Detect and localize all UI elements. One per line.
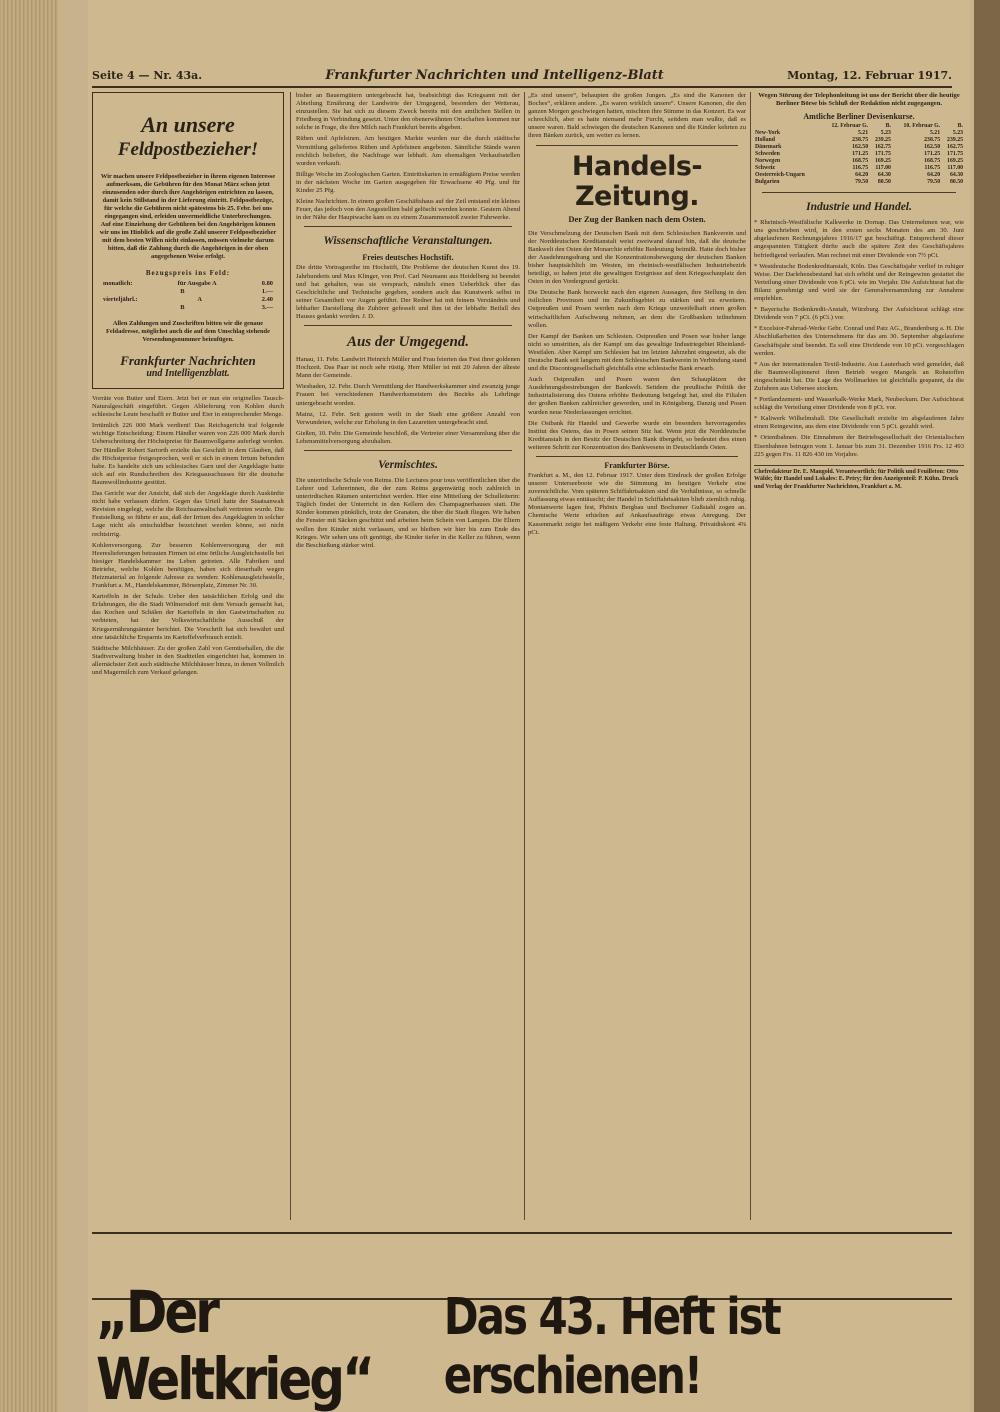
article-paragraph: * Westdeutsche Bodenkreditanstalt, Köln. Das Geschäftsjahr verlief in ruhiger Weise. Der Darlehensbestand hat sich erhöht und der Reingewinn gestattet die Verteilung einer Dividende von 6 pCt. wie im Vorjahr. Die Aufsichtsrat hat die Bilanz genehmigt und wird sie der Generalversammlung zur Annahme empfehlen.	[754, 262, 964, 303]
divider	[762, 192, 956, 193]
notice-signature-2: und Intelligenzblatt.	[146, 368, 230, 379]
article-heading: Der Zug der Banken nach dem Osten.	[568, 213, 706, 224]
table-row: Bulgarien 79.50 80.50 79.50 80.50	[755, 179, 963, 186]
article-paragraph: * Aus der internationalen Textil-Industrie. Aus Lauterbach wird gemeldet, daß die Baumwollspinnerei ihren Betrieb wegen Mangels an Rohstoffen eingeschränkt hat. Die Lage des Wollmarktes ist gleichfalls gespannt, da die Zufuhren aus Uebersee stocken.	[754, 360, 964, 392]
article-paragraph: Frankfurt a. M., den 12. Februar 1917. Unter dem Eindruck der großen Erfolge unserer Unterseeboote wie die Stimmung im heutigen Verkehr eine zuversichtliche. Vom späteren Schiffahrtsaktien sind die Verhältnisse, so schnelle Auffassung etwas enttäuscht; der Handel in Schiffahrtsaktien blieb ziemlich ruhig. Montanwerte lagen fest, Phönix Bergbau und Bochumer Gußstahl zogen an. Chemische Werte erhielten auf Ankaufsaufträge etwas Anregung. Der Kassenmarkt zeigte bei mäßigem Verkehr eine feste Haltung. Privatdiskont 4⅝ pCt.	[528, 472, 746, 536]
article-paragraph: Die Deutsche Bank bezweckt nach den eigenen Aussagen, ihre Stellung in den östlichen Provinzen und im Zukunftsgebiet zu stärken und zu erweitern. Ostpreußen und Posen werden nach dem Kriege unzweifelhaft einen großen wirtschaftlichen Aufschwung nehmen, an dem die Großbanken teilnehmen wollen.	[528, 289, 746, 329]
issue-date: Montag, 12. Februar 1917.	[787, 68, 952, 82]
divider	[304, 226, 512, 227]
price-row: vierteljährl.: A 2.40	[103, 296, 273, 303]
notice-text: Wir machen unsere Feldpostbezieher in ihrem eigenen Interesse aufmerksam, die Gebühren für den Monat März schon jetzt einzusenden oder durch ihre Angehörigen entrichten zu lassen, damit kein Stillstand in der Lieferung eintritt. Feldpostbezüge, für welche die Gebühren nicht spätestens bis 25. Febr. bei uns eingegangen sind, erleiden unvermeidliche Unterbrechungen. Auf eine Einziehung der Gebühren bei den Angehörigen können wir uns im Hinblick auf die große Zahl unserer Feldpostbezieher mit dem besten Willen nicht einlassen, müssen vielmehr darum bitten, daß die Zahlung durch die Angehörigen in der oben angegebenen Weise erfolgt.	[99, 173, 277, 260]
column-2	[296, 92, 520, 1220]
page-number: Seite 4 — Nr. 43a.	[92, 68, 203, 82]
price-row: B 1.—	[180, 288, 273, 295]
article-paragraph: Gießen, 10. Febr. Die Gemeinde beschloß, die Vertreter einer Versammlung über die Lebensmittelversorgung abzuhalten.	[296, 429, 520, 445]
notice-signature: Frankfurter Nachrichten	[120, 353, 256, 368]
divider	[536, 456, 738, 457]
section-heading: Industrie und Handel.	[806, 201, 912, 214]
article-paragraph: * Excelsior-Fahrrad-Werke Gebr. Conrad und Patz AG., Brandenburg a. H. Die Abschlußarbeiten des Unternehmens für das am 30. September abgelaufene Geschäftsjahr sind beendet. Es soll eine Dividende von 10 pCt. vorgeschlagen werden.	[754, 325, 964, 357]
price-row: monatlich: für Ausgabe A 0.80	[103, 280, 273, 287]
column-rule	[290, 92, 291, 1220]
article-paragraph: bisher an Bauerngütern untergebracht hat, beabsichtigt das Kriegsamt mit der Abteilung Ernährung der Landwirte der Umgegend, besonders der Wetterau, einzustellen. Sie hat sich zu diesem Zweck bereits mit den amtlichen Stellen in Friedberg in Verbindung gesetzt. Unter den obenerwähnten Ortschaften kommen nur solche in Frage, die ihre Milch nach Frankfurt bereits abgeben.	[296, 92, 520, 132]
article-paragraph: * Kaliwerk Wilhelmshall. Die Gesellschaft erzielte im abgelaufenen Jahre einen Reingewinn, aus dem eine Dividende von 5 pCt. gezahlt wird.	[754, 415, 964, 431]
column-rule	[524, 92, 525, 1220]
subscriber-notice-box	[92, 92, 284, 389]
table-header-row: 12. Februar G. B. 10. Februar G. B.	[831, 123, 963, 130]
book-binding	[0, 0, 58, 1412]
subsection-heading: Freies deutsches Hochstift.	[362, 253, 454, 263]
table-row: New-York 5.21 5.23 5.21 5.23	[755, 130, 963, 137]
article-paragraph: Die Ostbank für Handel und Gewerbe wurde ein besonders hervorragendes Institut des Ostens, das in Posen seinen Sitz hat. Wenn jetzt die Norddeutsche Kreditanstalt in den Besitz der Deutschen Bank übergeht, so bedeutet dies einen weiteren Schritt zur Konzentration des Bankwesens in Deutschlands Osten.	[528, 419, 746, 451]
divider	[304, 450, 512, 451]
article-paragraph: Vorräte von Butter und Eiern. Jetzt bei er nun ein originelles Tausch-Naturalgeschäft eingeführt. Gegen Ablieferung von Kohlen durch schlesische Leute beschafft er Butter und Eier in entsprechender Menge.	[92, 395, 284, 419]
banner-title: „Der Weltkrieg“	[96, 1279, 372, 1412]
article-paragraph: * Portlandzement- und Wasserkalk-Werke Mark, Neubeckum. Der Aufsichtsrat schlägt die Verteilung einer Dividende von 8 pCt. vor.	[754, 396, 964, 412]
section-heading: Wissenschaftliche Veranstaltungen.	[323, 235, 493, 248]
page-edge	[974, 0, 1000, 1412]
notice-text: Wegen Störung der Telephonleitung ist uns der Bericht über die heutige Berliner Börse bis Schluß der Redaktion nicht zugegangen.	[758, 92, 960, 108]
banner-text: Das 43. Heft ist erschienen!	[443, 1287, 780, 1405]
article-paragraph: Rüben und Apfelsinen. Am heutigen Markte wurden nur die durch städtische Vermittlung geliefertes Rüben und Apfelsinen angeboten. Sämtliche Stände waren reichlich beliefert, die Nachfrage war lebhaft. Am ehemaligen Verkaufsstellen wurden verkauft.	[296, 135, 520, 167]
article-heading: Frankfurter Börse.	[604, 461, 670, 470]
table-row: Dänemark 162.50 162.75 162.50 162.75	[755, 144, 963, 151]
article-paragraph: * Rheinisch-Westfälische Kalkwerke in Dornap. Das Unternehmen war, wie uns geschrieben wird, in den ersten sechs Monaten des am 30. Juni abgelaufenen Rechnungsjahres 1916/17 gut beschäftigt. Entsprechend dieser angespannten Tätigkeit dürfte auch die spätere Zeit des Geschäftsjahres befriedigend verlaufen. Man rechnet mit einer Dividende von 7½ pCt.	[754, 219, 964, 259]
table-row: Holland 238.75 239.25 238.75 239.25	[755, 137, 963, 144]
divider	[536, 145, 738, 146]
exchange-rate-table	[754, 123, 964, 186]
article-paragraph: Die dritte Vortragsreihe im Hochstift, Die Probleme der deutschen Kunst des 19. Jahrhunderts und Max Klinger, von Prof. Carl Neumann aus Heidelberg ist beendet und hat gehalten, was sie versprach, nämlich einen Ueberblick über das Geschichtliche und Technische gegeben, sondern auch das Kunstwerk selbst in seiner Gesamtheit vor Augen geführt. Der Redner hat mit feinem Verständnis und lebhafter Darstellung die Zuhörer gefesselt und ihm ist der lebhafte Beifall des Hauses gedankt worden. J. D.	[296, 264, 520, 320]
price-row: B 3.—	[180, 304, 273, 311]
article-paragraph: Der Kampf der Banken um Schlesien. Ostpreußen und Posen war bisher lange nicht so umstritten, als der Kampf um das gewaltige Industriegebiet Rheinland-Westfalen. Aber Kampf um Schlesien hat im letzten Jahrzehnt eingesetzt, als die Deutsche Bank seit langem mit dem Schlesischen Bankverein in Verbindung stand und die Discontogesellschaft gleichfalls eine schlesische Bank erwarb.	[528, 332, 746, 373]
article-paragraph: * Bayerische Bodenkredit-Anstalt, Würzburg. Der Aufsichtsrat schlägt eine Dividende von 7 pCt. (6 pCt.) vor.	[754, 306, 964, 322]
article-paragraph: Billige Woche im Zoologischen Garten. Eintrittskarten in ermäßigtem Preise werden in der nächsten Woche im Garten ausgegeben für Erwachsene 40 Pfg. und für Kinder 25 Pfg.	[296, 170, 520, 195]
article-paragraph: Kartoffeln in der Schule. Ueber den tatsächlichen Erfolg und die Erfahrungen, die die Stadt Wilmersdorf mit dem Versuch gemacht hat, das Kochen und Schälen der Kartoffeln in den Gastwirtschaften zu verbieten, hat der Volkswirtschaftliche Ausschuß der Kriegsernährungsämter berichtet. Die Vorschrift hat sich bewährt und eine tatsächliche Ersparnis im Kartoffelverbrauch erzielt.	[92, 593, 284, 641]
article-paragraph: Städtische Milchhäuser. Zu der großen Zahl von Gemüsehallen, die die Stadtverwaltung bisher in den Stadtteilen eingerichtet hat, kommen in allernächster Zeit auch städtische Milchhäuser hinzu, in denen Vollmilch und Magermilch zum Verkauf gelangen.	[92, 644, 284, 676]
article-paragraph: Die unterirdische Schule von Reims. Die Lectures pour tous veröffentlichen über die Lehrer und Lehrerinnen, die der zum Reims gegenwärtig noch zahlreich in unterirdischen Räumen unterrichtet werden. Hier eine Mitteilung der Schulleiterin: Täglich findet der Unterricht in den Kellern des Champagnerhauses statt. Die Kinder kommen pünktlich, trotz der Granaten, die über die Stadt fliegen. Wir haben die Fenster mit Säcken geschützt und arbeiten beim Schein von Lampen. Die Eltern wollen ihre Kinder nicht verlassen, und so bleiben wir hier bis zum Ende des Krieges. Wir sehen uns oft genötigt, die Kinder tiefer in die Keller zu führen, wenn die Beschießung stärker wird.	[296, 477, 520, 549]
table-row: Oesterreich-Ungarn 64.20 64.30 64.20 64.30	[755, 172, 963, 179]
table-row: Norwegen 168.75 169.25 168.75 169.25	[755, 158, 963, 165]
article-paragraph: Mainz, 12. Febr. Seit gestern weilt in der Stadt eine größere Anzahl von Verwundeten, welche zur Erholung in den Lazaretten untergebracht sind.	[296, 410, 520, 426]
newspaper-title: Frankfurter Nachrichten und Intelligenz-Blatt	[325, 67, 664, 83]
advertisement-banner	[96, 1279, 956, 1412]
imprint: Chefredakteur Dr. E. Mangold. Verantwortlich: für Politik und Feuilleton: Otto Wälde; für Handel und Lokales: E. Petry; für den Anzeigenteil: P. Kühn. Druck und Verlag der Frankfurter Nachrichten, Frankfurt a. M.	[754, 465, 964, 492]
article-paragraph: Wiesbaden, 12. Febr. Durch Vermittlung der Handwerkskammer sind zwanzig junge Frauen bei verschiedenen Handwerksmeistern des Bezirks als Lehrlinge untergebracht worden.	[296, 383, 520, 407]
article-paragraph: Kleine Nachrichten. In einem großen Geschäftshaus auf der Zeil entstand ein kleines Feuer, das jedoch von den Angestellten bald gelöscht werden konnte. Gestern Abend in der Nähe der Hauptwache kam es zu einem Zusammenstoß zweier Fuhrwerke.	[296, 198, 520, 222]
notice-title: An unsere	[141, 112, 235, 137]
column-1	[92, 92, 284, 1220]
notice-text-2: Allen Zahlungen und Zuschriften bitten wir die genaue Feldadresse, möglichst auch die auf dem Umschlag stehende Versendungsnummer beizufügen.	[106, 320, 270, 343]
price-heading: Bezugspreis ins Feld:	[145, 269, 231, 277]
page-header	[92, 64, 952, 88]
section-masthead: Handels-Zeitung.	[571, 150, 703, 212]
article-paragraph: Hanau, 11. Febr. Landwirt Heinrich Müller und Frau feierten das Fest ihrer goldenen Hochzeit. Das Paar ist noch sehr rüstig. Herr Müller ist mit 20 Jahren der älteste Mann der Gemeinde.	[296, 356, 520, 380]
article-paragraph: „Es sind unsere“, behaupten die großen Jungen. „Es sind die Kanonen der Boches“, erklären andere. „Es waren wirklich unsere“. Unsere Kanonen, die den ganzen Morgen geschwiegen hatten, mischten ihre Stimme in das Konzert. Es war schrecklich, aber es hatte niemand mehr Furcht, seitdem man wußte, daß es unsere waren. Bald schwiegen die deutschen Kanonen und die Kinder kehrten zu ihren Bänken zurück, um weiter zu lernen.	[528, 92, 746, 140]
table-row: Schweden 171.25 171.75 171.25 171.75	[755, 151, 963, 158]
article-paragraph: Die Verschmelzung der Deutschen Bank mit dem Schlesischen Bankverein und der Norddeutschen Kreditanstalt weist zweiwand darauf hin, daß die deutsche Bankwelt den Osten der Monarchie erhöhte Bedeutung beimißt. Hatte doch bisher der Ausdehnungsdrang und die Konzentrationsbewegung der deutschen Banken bisher hauptsächlich im Westen, im rheinisch-westfälischen Industriebezirk beteiligt, so haben jetzt die gewaltigen Ereignisse auf dem Kriegsschauplatz den Osten in den Vordergrund gerückt.	[528, 229, 746, 286]
divider	[304, 325, 512, 326]
column-rule	[750, 92, 751, 1220]
article-paragraph: Auch Ostpreußen und Posen waren den Schauplätzen der Ausdehnungsbestrebungen der Bankwelt. Seitdem die preußische Politik der Industrialisierung des Ostens erhöhte Bedeutung beigelegt hat, sind die Filialen der großen Banken zahlreicher geworden, und in Königsberg, Danzig und Posen wurden neue Niederlassungen errichtet.	[528, 376, 746, 416]
article-paragraph: * Orientbahnen. Die Einnahmen der Betriebsgesellschaft der Orientalischen Eisenbahnen betrugen vom 1. Januar bis zum 31. Dezember 1916 Frs. 12 493 225 gegen Frs. 11 826 430 im Vorjahre.	[754, 434, 964, 458]
column-3	[528, 92, 746, 1220]
table-row: Schweiz 116.75 117.00 116.75 117.00	[755, 165, 963, 172]
divider	[92, 1232, 952, 1234]
article-paragraph: Irrtümlich 226 000 Mark verdient! Das Reichsgericht traf folgende wichtige Entscheidung: Einem Händler waren von 226 000 Mark durch Ueberschreitung der Höchstpreise für Baumwollgarne auferlegt worden. Der Händler Robert Sartorth erzielte das Geschäft in dem Glauben, daß die Höchstpreise freigesprochen, weil er sich in einem Irrtum befunden habe. Es handelte sich um schlesisches Garn und der Angeklagte hatte sich auf ein Rundschreiben des Kriegsausschusses für die deutsche Baumwollindustrie gestützt.	[92, 422, 284, 486]
article-paragraph: Das Gericht war der Ansicht, daß sich der Angeklagte durch Auskünfte nicht habe verlassen dürfen. Gegen das Urteil hatte der Staatsanwalt Revision eingelegt, welche die Reichsanwaltschaft vertreten wurde. Die Feststellung, so führte er aus, daß der Irrtum des Angeklagten in solcher Lage nicht als entschuldbar bezeichnet werden könne, sei nicht rechtsirrig.	[92, 490, 284, 538]
column-4	[754, 92, 964, 1220]
table-heading: Amtliche Berliner Devisenkurse.	[803, 112, 915, 122]
section-heading: Aus der Umgegend.	[346, 334, 470, 351]
notice-title-2: Feldpostbezieher!	[117, 139, 259, 160]
article-paragraph: Kohlenversorgung. Zur besseren Kohlenversorgung der mit Heereslieferungen betrauten Firmen ist eine örtliche Ausgleichsstelle bei hiesiger Handelskammer ins Leben getreten. Alle Fabriken und Betriebe, welche Kohlen benötigen, haben sich dieserhalb wegen Heizmaterial an folgende Adresse zu wenden: Kohlenausgleichsstelle, Frankfurt a. M., Handelskammer, Börsenplatz, Zimmer Nr. 30.	[92, 541, 284, 590]
section-heading: Vermischtes.	[378, 459, 438, 471]
